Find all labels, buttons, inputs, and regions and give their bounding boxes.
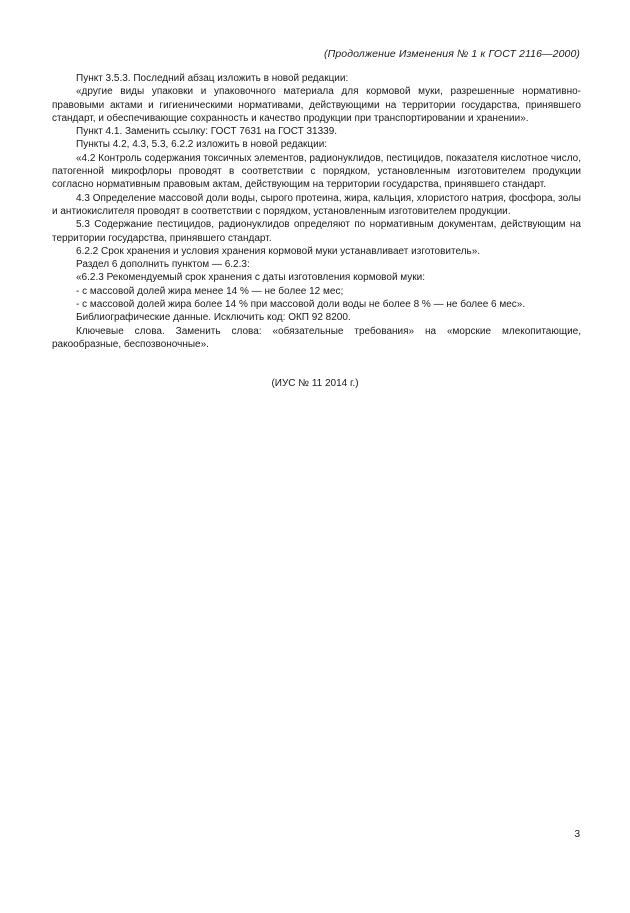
page-number: 3 <box>574 829 580 840</box>
document-body <box>52 72 581 351</box>
paragraph-6: 4.3 Определение массовой доли воды, сырого протеина, жира, кальция, хлористого натрия, фосфора, золы и антиокислителя проводят в соответствии с порядком, установленным изготовителем продукции. <box>52 192 581 217</box>
paragraph-12: - с массовой долей жира более 14 % при массовой доли воды не более 8 % — не более 6 мес». <box>76 299 526 311</box>
paragraph-13: Библиографические данные. Исключить код: ОКП 92 8200. <box>76 312 351 324</box>
paragraph-3: Пункт 4.1. Заменить ссылку: ГОСТ 7631 на ГОСТ 31339. <box>76 126 338 138</box>
paragraph-7: 5.3 Содержание пестицидов, радионуклидов определяют по нормативным документам, действующим на территории государства, принявшего стандарт. <box>52 219 581 244</box>
paragraph-1: Пункт 3.5.3. Последний абзац изложить в новой редакции: <box>76 73 349 84</box>
paragraph-11: - с массовой долей жира менее 14 % — не более 12 мес; <box>76 285 344 297</box>
paragraph-2: «другие виды упаковки и упаковочного материала для кормовой муки, разрешенные нормативно-правовыми актами и гигиеническими нормативами, действующими на территории государства, принявшего стандарт, и обеспечивающие сохранность и качество продукции при транспортировании и хранении». <box>52 86 581 124</box>
running-header: (Продолжение Изменения № 1 к ГОСТ 2116—2000) <box>324 48 580 60</box>
source-footnote: (ИУС № 11 2014 г.) <box>271 378 359 389</box>
paragraph-4: Пункты 4.2, 4.3, 5.3, 6.2.2 изложить в новой редакции: <box>76 139 328 151</box>
paragraph-9: Раздел 6 дополнить пунктом — 6.2.3: <box>76 259 250 271</box>
paragraph-10: «6.2.3 Рекомендуемый срок хранения с даты изготовления кормовой муки: <box>76 272 426 284</box>
paragraph-14: Ключевые слова. Заменить слова: «обязательные требования» на «морские млекопитающие, ракообразные, беспозвоночные». <box>52 325 581 350</box>
paragraph-5: «4.2 Контроль содержания токсичных элементов, радионуклидов, пестицидов, показателя кислотное число, патогенной микрофлоры проводят в соответствии с порядком, установленным изготовителем продукции согласно нормативным правовым актам, действующим на территории государства, принявшего стандарт. <box>52 152 581 191</box>
paragraph-8: 6.2.2 Срок хранения и условия хранения кормовой муки устанавливает изготовитель». <box>76 245 481 257</box>
